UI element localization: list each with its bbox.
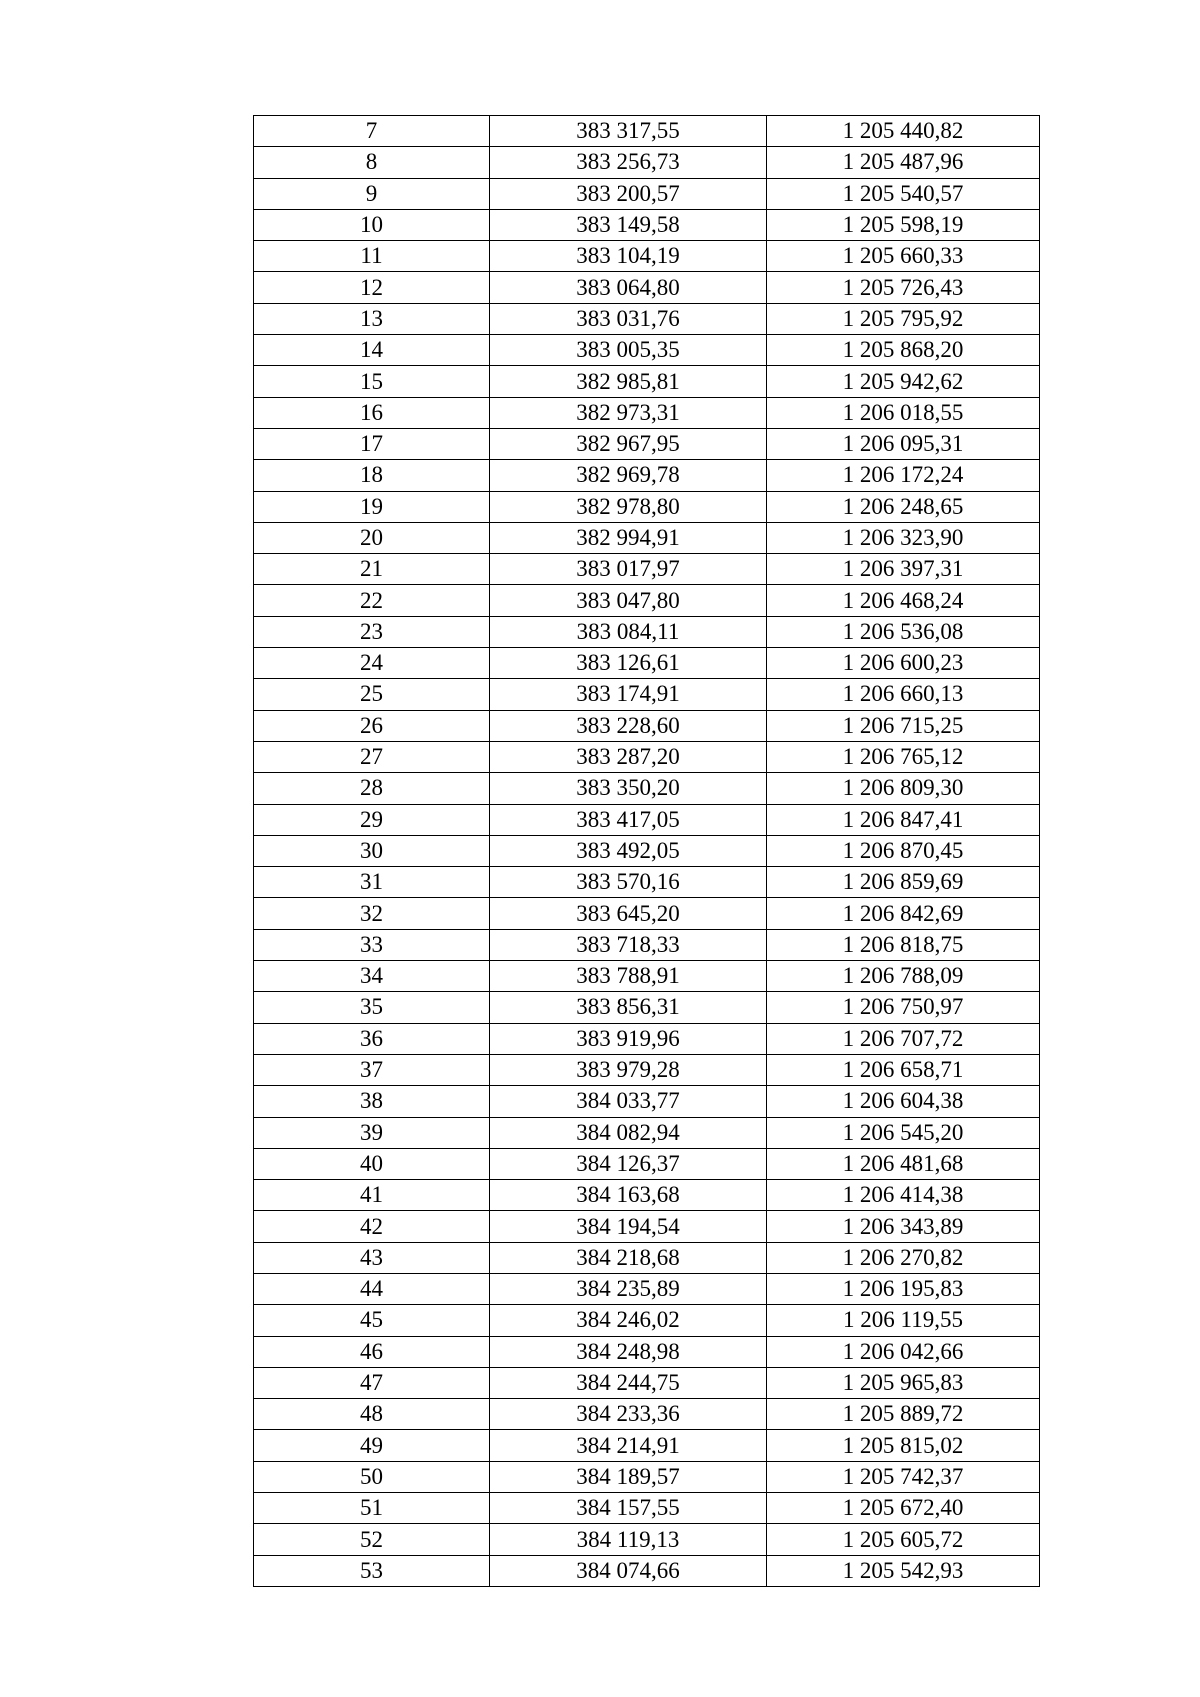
y-coordinate-cell: 1 206 870,45 [767, 835, 1040, 866]
x-coordinate-cell: 384 218,68 [490, 1242, 767, 1273]
point-number-cell: 10 [254, 209, 490, 240]
point-number-cell: 7 [254, 116, 490, 147]
table-row [254, 710, 1040, 741]
table-row [254, 1117, 1040, 1148]
x-coordinate-cell: 384 119,13 [490, 1524, 767, 1555]
x-coordinate-cell: 384 233,36 [490, 1399, 767, 1430]
x-coordinate-cell: 382 985,81 [490, 366, 767, 397]
y-coordinate-cell: 1 206 270,82 [767, 1242, 1040, 1273]
y-coordinate-cell: 1 206 707,72 [767, 1023, 1040, 1054]
x-coordinate-cell: 382 978,80 [490, 491, 767, 522]
x-coordinate-cell: 382 967,95 [490, 428, 767, 459]
table-row [254, 335, 1040, 366]
y-coordinate-cell: 1 206 397,31 [767, 554, 1040, 585]
table-row [254, 929, 1040, 960]
table-row [254, 1023, 1040, 1054]
table-row [254, 898, 1040, 929]
x-coordinate-cell: 383 126,61 [490, 648, 767, 679]
point-number-cell: 20 [254, 522, 490, 553]
x-coordinate-cell: 384 163,68 [490, 1180, 767, 1211]
y-coordinate-cell: 1 206 818,75 [767, 929, 1040, 960]
y-coordinate-cell: 1 205 542,93 [767, 1555, 1040, 1586]
x-coordinate-cell: 384 194,54 [490, 1211, 767, 1242]
point-number-cell: 35 [254, 992, 490, 1023]
point-number-cell: 53 [254, 1555, 490, 1586]
x-coordinate-cell: 383 256,73 [490, 147, 767, 178]
table-row [254, 1242, 1040, 1273]
y-coordinate-cell: 1 206 765,12 [767, 741, 1040, 772]
point-number-cell: 29 [254, 804, 490, 835]
point-number-cell: 24 [254, 648, 490, 679]
table-row [254, 272, 1040, 303]
table-row [254, 209, 1040, 240]
table-row [254, 241, 1040, 272]
table-row [254, 554, 1040, 585]
x-coordinate-cell: 383 492,05 [490, 835, 767, 866]
y-coordinate-cell: 1 205 440,82 [767, 116, 1040, 147]
y-coordinate-cell: 1 206 859,69 [767, 867, 1040, 898]
x-coordinate-cell: 382 969,78 [490, 460, 767, 491]
point-number-cell: 49 [254, 1430, 490, 1461]
x-coordinate-cell: 383 979,28 [490, 1054, 767, 1085]
table-row [254, 1148, 1040, 1179]
coordinates-table-body [254, 116, 1040, 1587]
point-number-cell: 47 [254, 1367, 490, 1398]
x-coordinate-cell: 384 214,91 [490, 1430, 767, 1461]
point-number-cell: 13 [254, 303, 490, 334]
y-coordinate-cell: 1 206 248,65 [767, 491, 1040, 522]
y-coordinate-cell: 1 206 658,71 [767, 1054, 1040, 1085]
x-coordinate-cell: 382 973,31 [490, 397, 767, 428]
point-number-cell: 51 [254, 1493, 490, 1524]
y-coordinate-cell: 1 206 343,89 [767, 1211, 1040, 1242]
y-coordinate-cell: 1 206 600,23 [767, 648, 1040, 679]
table-row [254, 835, 1040, 866]
x-coordinate-cell: 383 570,16 [490, 867, 767, 898]
point-number-cell: 48 [254, 1399, 490, 1430]
x-coordinate-cell: 383 047,80 [490, 585, 767, 616]
y-coordinate-cell: 1 206 095,31 [767, 428, 1040, 459]
x-coordinate-cell: 383 005,35 [490, 335, 767, 366]
y-coordinate-cell: 1 205 605,72 [767, 1524, 1040, 1555]
y-coordinate-cell: 1 206 323,90 [767, 522, 1040, 553]
table-row [254, 116, 1040, 147]
x-coordinate-cell: 383 856,31 [490, 992, 767, 1023]
x-coordinate-cell: 384 248,98 [490, 1336, 767, 1367]
table-row [254, 522, 1040, 553]
point-number-cell: 14 [254, 335, 490, 366]
point-number-cell: 42 [254, 1211, 490, 1242]
point-number-cell: 26 [254, 710, 490, 741]
point-number-cell: 12 [254, 272, 490, 303]
y-coordinate-cell: 1 206 809,30 [767, 773, 1040, 804]
table-row [254, 679, 1040, 710]
point-number-cell: 45 [254, 1305, 490, 1336]
y-coordinate-cell: 1 205 540,57 [767, 178, 1040, 209]
y-coordinate-cell: 1 205 672,40 [767, 1493, 1040, 1524]
y-coordinate-cell: 1 206 195,83 [767, 1273, 1040, 1304]
table-row [254, 428, 1040, 459]
x-coordinate-cell: 383 645,20 [490, 898, 767, 929]
point-number-cell: 21 [254, 554, 490, 585]
coordinates-table [253, 115, 1040, 1587]
x-coordinate-cell: 383 287,20 [490, 741, 767, 772]
table-row [254, 178, 1040, 209]
y-coordinate-cell: 1 205 965,83 [767, 1367, 1040, 1398]
x-coordinate-cell: 383 200,57 [490, 178, 767, 209]
x-coordinate-cell: 383 718,33 [490, 929, 767, 960]
table-row [254, 397, 1040, 428]
table-row [254, 1086, 1040, 1117]
x-coordinate-cell: 383 788,91 [490, 961, 767, 992]
y-coordinate-cell: 1 206 660,13 [767, 679, 1040, 710]
point-number-cell: 39 [254, 1117, 490, 1148]
point-number-cell: 27 [254, 741, 490, 772]
x-coordinate-cell: 383 174,91 [490, 679, 767, 710]
point-number-cell: 46 [254, 1336, 490, 1367]
x-coordinate-cell: 384 157,55 [490, 1493, 767, 1524]
table-row [254, 491, 1040, 522]
point-number-cell: 15 [254, 366, 490, 397]
x-coordinate-cell: 383 317,55 [490, 116, 767, 147]
table-row [254, 1305, 1040, 1336]
x-coordinate-cell: 383 228,60 [490, 710, 767, 741]
point-number-cell: 32 [254, 898, 490, 929]
y-coordinate-cell: 1 205 726,43 [767, 272, 1040, 303]
y-coordinate-cell: 1 206 545,20 [767, 1117, 1040, 1148]
table-row [254, 1524, 1040, 1555]
table-row [254, 741, 1040, 772]
y-coordinate-cell: 1 206 042,66 [767, 1336, 1040, 1367]
x-coordinate-cell: 383 350,20 [490, 773, 767, 804]
y-coordinate-cell: 1 206 847,41 [767, 804, 1040, 835]
x-coordinate-cell: 383 064,80 [490, 272, 767, 303]
y-coordinate-cell: 1 206 468,24 [767, 585, 1040, 616]
table-row [254, 303, 1040, 334]
x-coordinate-cell: 384 244,75 [490, 1367, 767, 1398]
table-row [254, 773, 1040, 804]
y-coordinate-cell: 1 205 660,33 [767, 241, 1040, 272]
y-coordinate-cell: 1 206 604,38 [767, 1086, 1040, 1117]
table-row [254, 804, 1040, 835]
table-row [254, 616, 1040, 647]
table-row [254, 1211, 1040, 1242]
point-number-cell: 52 [254, 1524, 490, 1555]
point-number-cell: 33 [254, 929, 490, 960]
point-number-cell: 40 [254, 1148, 490, 1179]
x-coordinate-cell: 384 235,89 [490, 1273, 767, 1304]
y-coordinate-cell: 1 205 889,72 [767, 1399, 1040, 1430]
x-coordinate-cell: 383 104,19 [490, 241, 767, 272]
point-number-cell: 41 [254, 1180, 490, 1211]
y-coordinate-cell: 1 205 795,92 [767, 303, 1040, 334]
point-number-cell: 19 [254, 491, 490, 522]
y-coordinate-cell: 1 205 598,19 [767, 209, 1040, 240]
table-row [254, 460, 1040, 491]
x-coordinate-cell: 383 031,76 [490, 303, 767, 334]
y-coordinate-cell: 1 205 487,96 [767, 147, 1040, 178]
point-number-cell: 9 [254, 178, 490, 209]
point-number-cell: 50 [254, 1461, 490, 1492]
point-number-cell: 34 [254, 961, 490, 992]
table-row [254, 1430, 1040, 1461]
table-row [254, 585, 1040, 616]
point-number-cell: 30 [254, 835, 490, 866]
x-coordinate-cell: 384 126,37 [490, 1148, 767, 1179]
table-row [254, 147, 1040, 178]
y-coordinate-cell: 1 206 715,25 [767, 710, 1040, 741]
point-number-cell: 8 [254, 147, 490, 178]
y-coordinate-cell: 1 206 750,97 [767, 992, 1040, 1023]
y-coordinate-cell: 1 206 172,24 [767, 460, 1040, 491]
point-number-cell: 25 [254, 679, 490, 710]
x-coordinate-cell: 384 074,66 [490, 1555, 767, 1586]
table-row [254, 992, 1040, 1023]
y-coordinate-cell: 1 205 868,20 [767, 335, 1040, 366]
point-number-cell: 31 [254, 867, 490, 898]
table-row [254, 961, 1040, 992]
x-coordinate-cell: 383 017,97 [490, 554, 767, 585]
y-coordinate-cell: 1 205 815,02 [767, 1430, 1040, 1461]
x-coordinate-cell: 383 149,58 [490, 209, 767, 240]
y-coordinate-cell: 1 206 018,55 [767, 397, 1040, 428]
y-coordinate-cell: 1 206 788,09 [767, 961, 1040, 992]
table-row [254, 366, 1040, 397]
x-coordinate-cell: 383 919,96 [490, 1023, 767, 1054]
point-number-cell: 16 [254, 397, 490, 428]
table-row [254, 648, 1040, 679]
point-number-cell: 28 [254, 773, 490, 804]
point-number-cell: 22 [254, 585, 490, 616]
point-number-cell: 23 [254, 616, 490, 647]
x-coordinate-cell: 384 082,94 [490, 1117, 767, 1148]
table-row [254, 1461, 1040, 1492]
point-number-cell: 37 [254, 1054, 490, 1085]
point-number-cell: 43 [254, 1242, 490, 1273]
point-number-cell: 38 [254, 1086, 490, 1117]
table-row [254, 867, 1040, 898]
table-row [254, 1493, 1040, 1524]
y-coordinate-cell: 1 205 742,37 [767, 1461, 1040, 1492]
point-number-cell: 18 [254, 460, 490, 491]
table-row [254, 1054, 1040, 1085]
y-coordinate-cell: 1 206 842,69 [767, 898, 1040, 929]
y-coordinate-cell: 1 206 119,55 [767, 1305, 1040, 1336]
table-row [254, 1273, 1040, 1304]
x-coordinate-cell: 382 994,91 [490, 522, 767, 553]
point-number-cell: 44 [254, 1273, 490, 1304]
y-coordinate-cell: 1 206 536,08 [767, 616, 1040, 647]
point-number-cell: 36 [254, 1023, 490, 1054]
table-row [254, 1367, 1040, 1398]
y-coordinate-cell: 1 206 481,68 [767, 1148, 1040, 1179]
point-number-cell: 17 [254, 428, 490, 459]
table-row [254, 1336, 1040, 1367]
x-coordinate-cell: 383 084,11 [490, 616, 767, 647]
table-row [254, 1399, 1040, 1430]
y-coordinate-cell: 1 206 414,38 [767, 1180, 1040, 1211]
point-number-cell: 11 [254, 241, 490, 272]
y-coordinate-cell: 1 205 942,62 [767, 366, 1040, 397]
x-coordinate-cell: 384 246,02 [490, 1305, 767, 1336]
table-row [254, 1180, 1040, 1211]
x-coordinate-cell: 384 189,57 [490, 1461, 767, 1492]
table-row [254, 1555, 1040, 1586]
x-coordinate-cell: 384 033,77 [490, 1086, 767, 1117]
x-coordinate-cell: 383 417,05 [490, 804, 767, 835]
